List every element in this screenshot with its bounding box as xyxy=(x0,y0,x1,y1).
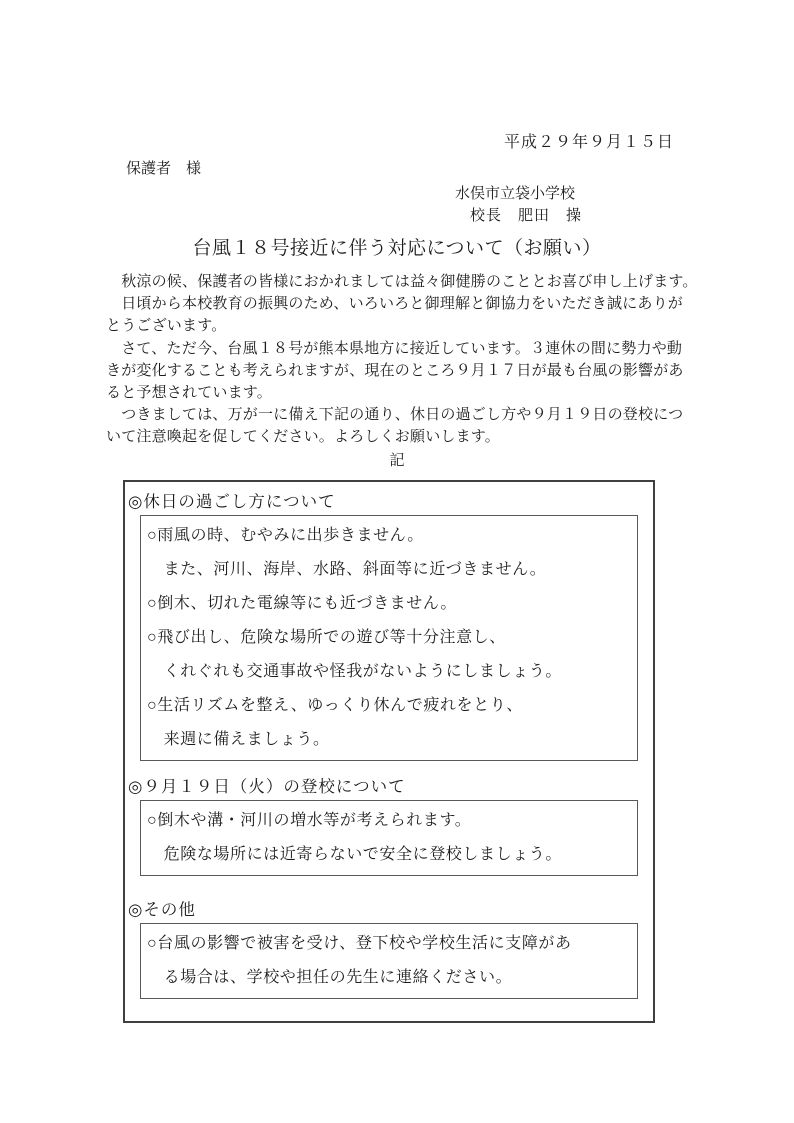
record-marker: 記 xyxy=(389,452,405,469)
body-line: さて、ただ今、台風１８号が熊本県地方に接近しています。３連休の間に勢力や動 xyxy=(106,340,683,357)
details-box xyxy=(123,480,655,1023)
body-line: いて注意喚起を促してください。よろしくお願いします。 xyxy=(106,429,501,446)
section-heading: ◎その他 xyxy=(128,899,196,919)
body-line: とうございます。 xyxy=(106,318,227,335)
notice-title: 台風１８号接近に伴う対応について（お願い） xyxy=(192,238,602,259)
section-items-box xyxy=(140,923,638,999)
section-items-box xyxy=(140,515,638,761)
document-date: 平成２９年９月１５日 xyxy=(503,134,674,151)
body-line: 秋涼の候、保護者の皆様におかれましては益々御健勝のこととお喜び申し上げます。 xyxy=(106,274,698,290)
sender-block xyxy=(106,183,688,227)
notice-item: る場合は、学校や担任の先生に連絡ください。 xyxy=(147,968,513,986)
section-heading: ◎休日の過ごし方について xyxy=(128,491,336,511)
section-other xyxy=(128,896,638,999)
section-heading: ◎９月１９日（火）の登校について xyxy=(128,776,406,796)
notice-item: 来週に備えましょう。 xyxy=(147,730,330,748)
school-name: 水俣市立袋小学校 xyxy=(455,186,576,202)
notice-item: 危険な場所には近寄らないで安全に登校しましょう。 xyxy=(147,845,563,863)
notice-item: ○生活リズムを整え、ゆっくり休んで疲れをとり、 xyxy=(147,696,523,714)
notice-item: ○飛び出し、危険な場所での遊び等十分注意し、 xyxy=(147,628,506,646)
notice-item: ○雨風の時、むやみに出歩きません。 xyxy=(147,526,424,544)
section-attendance xyxy=(128,773,638,876)
body-line: つきましては、万が一に備え下記の通り、休日の過ごし方や９月１９日の登校につ xyxy=(106,407,684,424)
body-line: ると予想されています。 xyxy=(106,385,273,402)
notice-item: ○台風の影響で被害を受け、登下校や学校生活に支障があ xyxy=(147,934,572,952)
body-text xyxy=(106,271,698,449)
notice-item: ○倒木、切れた電線等にも近づきません。 xyxy=(147,594,458,612)
notice-item: くれぐれも交通事故や怪我がないようにしましょう。 xyxy=(147,662,563,680)
recipient: 保護者 様 xyxy=(126,161,202,177)
body-line: きが変化することも考えられますが、現在のところ９月１７日が最も台風の影響があ xyxy=(106,362,684,379)
principal-name: 校長 肥田 操 xyxy=(470,208,583,224)
section-holiday xyxy=(128,488,638,761)
body-line: 日頃から本校教育の振興のため、いろいろと御理解と御協力をいただき誠にありが xyxy=(106,296,684,313)
section-items-box xyxy=(140,800,638,876)
notice-item: ○倒木や溝・河川の増水等が考えられます。 xyxy=(147,811,472,829)
notice-item: また、河川、海岸、水路、斜面等に近づきません。 xyxy=(147,560,547,578)
